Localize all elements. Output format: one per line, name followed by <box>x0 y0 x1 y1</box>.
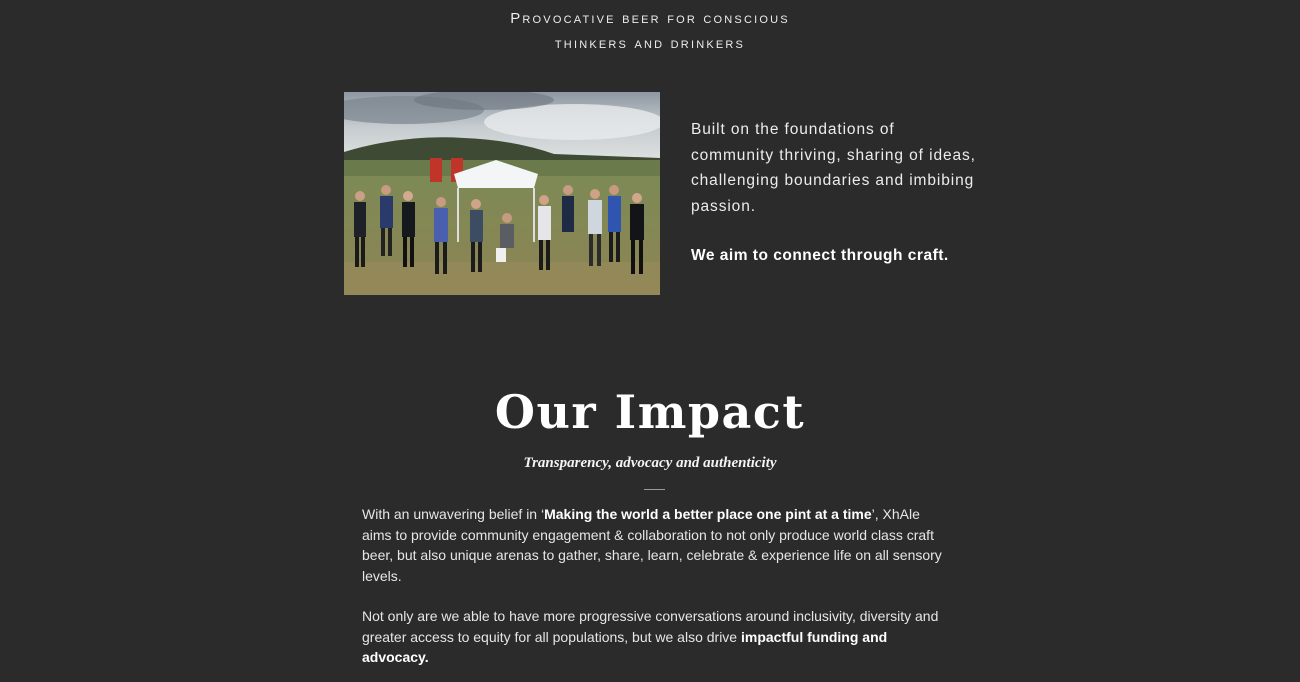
community-photo <box>344 92 660 295</box>
impact-paragraph-1 <box>362 504 952 586</box>
tagline-line-2: thinkers and drinkers <box>554 35 746 52</box>
section-divider <box>644 489 665 490</box>
impact-body <box>362 504 952 682</box>
intro-paragraph: Built on the foundations of community thriving, sharing of ideas, challenging boundaries and imbibing passion. <box>691 121 976 215</box>
impact-subheading: Transparency, advocacy and authenticity <box>523 455 777 471</box>
mission-statement: We aim to connect through craft. <box>691 247 949 265</box>
tagline-line-1: Provocative beer for conscious <box>510 10 790 27</box>
tagline <box>0 6 1300 56</box>
p1-emphasis: Making the world a better place one pint at a time <box>544 506 872 522</box>
impact-heading: Our Impact <box>494 385 806 439</box>
intro-text <box>691 117 981 269</box>
p1-text-after: ’, XhAle aims to provide community engagement & collaboration to not only produce world class craft beer, but also unique arenas to gather, share, learn, celebrate & experience life on all sensory levels. <box>362 506 942 584</box>
impact-paragraph-2 <box>362 606 952 668</box>
p2-emphasis: impactful funding and advocacy. <box>362 628 888 665</box>
p2-text-before: Not only are we able to have more progressive conversations around inclusivity, diversity and greater access to equity for all populations, but we also drive <box>362 608 939 645</box>
p1-text-before: With an unwavering belief in ‘ <box>362 506 545 522</box>
